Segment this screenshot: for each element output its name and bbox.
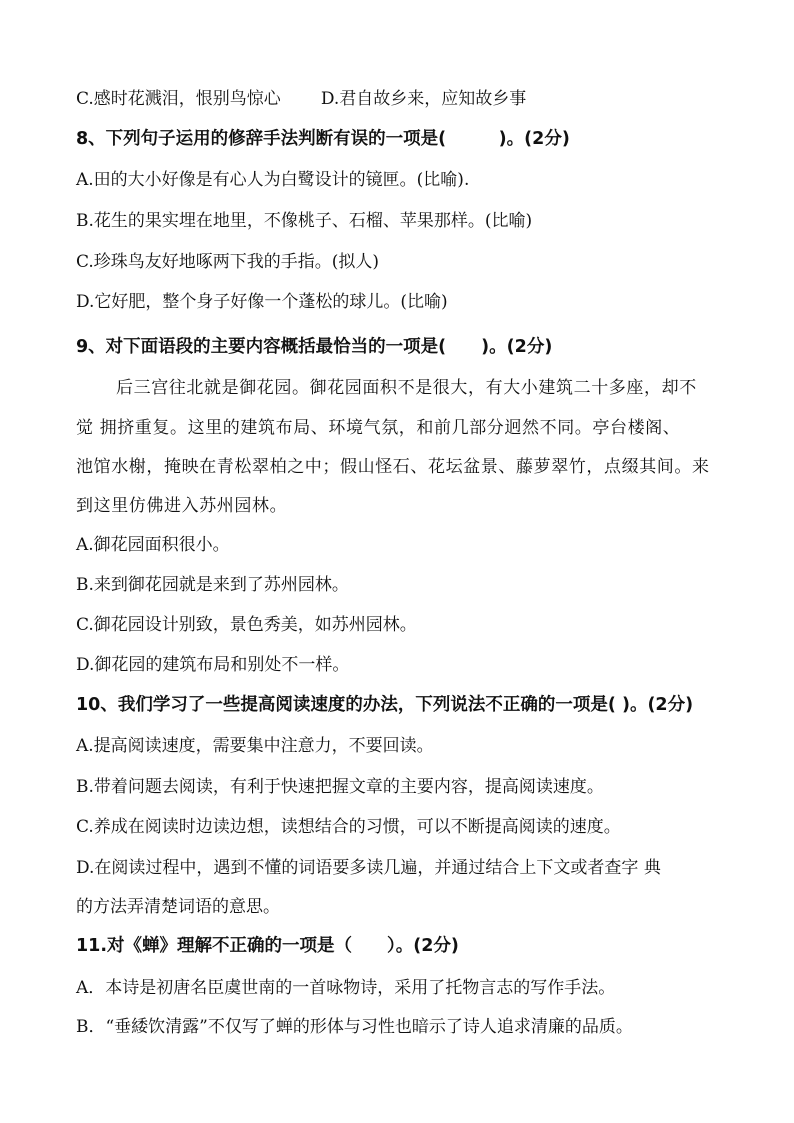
- q11-option-b: B．“垂緌饮清露”不仅写了蝉的形体与习性也暗示了诗人追求清廉的品质。: [76, 1017, 633, 1037]
- q8-option-a: A.田的大小好像是有心人为白鹭设计的镜匣。(比喻).: [76, 170, 470, 190]
- q9-option-a: A.御花园面积很小。: [76, 535, 230, 555]
- q7-option-d: D.君自故乡来，应知故乡事: [320, 89, 527, 109]
- q10-option-a: A.提高阅读速度，需要集中注意力，不要回读。: [76, 736, 434, 756]
- q9-passage-line: 池馆水榭，掩映在青松翠柏之中；假山怪石、花坛盆景、藤萝翠竹，点缀其间。来: [76, 457, 710, 477]
- q9-option-c: C.御花园设计别致，景色秀美，如苏州园林。: [76, 615, 417, 635]
- q9-passage-line: 后三宫往北就是御花园。御花园面积不是很大，有大小建筑二十多座，却不: [116, 378, 697, 398]
- q9-passage-line: 到这里仿佛进入苏州园林。: [76, 496, 288, 516]
- q9-option-b: B.来到御花园就是来到了苏州园林。: [76, 575, 349, 595]
- q10-option-d: D.在阅读过程中，遇到不懂的词语要多读几遍，并通过结合上下文或者查字 典: [76, 858, 661, 878]
- q9-stem: 9、对下面语段的主要内容概括最恰当的一项是( )。(2分): [76, 337, 553, 357]
- q10-option-c: C.养成在阅读时边读边想，读想结合的习惯，可以不断提高阅读的速度。: [76, 817, 621, 837]
- q8-stem: 8、下列句子运用的修辞手法判断有误的一项是( )。(2分): [76, 129, 570, 149]
- q7-option-c: C.感时花溅泪，恨别鸟惊心: [76, 89, 281, 109]
- q8-option-d: D.它好肥，整个身子好像一个蓬松的球儿。(比喻): [76, 292, 448, 312]
- q11-option-a: A．本诗是初唐名臣虞世南的一首咏物诗，采用了托物言志的写作手法。: [76, 978, 616, 998]
- q8-option-c: C.珍珠鸟友好地啄两下我的手指。(拟人): [76, 252, 380, 272]
- q8-option-b: B.花生的果实埋在地里，不像桃子、石榴、苹果那样。(比喻): [76, 211, 533, 231]
- q11-stem: 11.对《蝉》理解不正确的一项是（ ）。(2分): [76, 936, 459, 956]
- q10-option-b: B.带着问题去阅读，有利于快速把握文章的主要内容，提高阅读速度。: [76, 777, 604, 797]
- q10-stem: 10、我们学习了一些提高阅读速度的办法，下列说法不正确的一项是( )。(2分): [76, 695, 694, 715]
- q7-options-line: [76, 88, 754, 110]
- q10-option-d-continued: 的方法弄清楚词语的意思。: [76, 897, 280, 917]
- q9-option-d: D.御花园的建筑布局和别处不一样。: [76, 655, 350, 675]
- q9-passage-line: 觉 拥挤重复。这里的建筑布局、环境气氛，和前几部分迥然不同。亭台楼阁、: [76, 418, 681, 438]
